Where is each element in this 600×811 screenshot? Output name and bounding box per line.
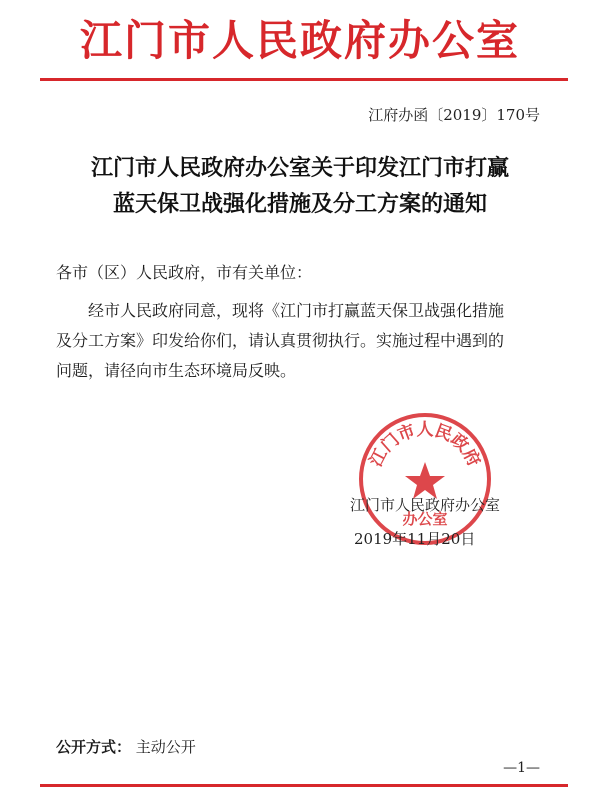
disclosure-label: 公开方式： (56, 738, 132, 756)
document-title-line: 蓝天保卫战强化措施及分工方案的通知 (112, 191, 487, 217)
disclosure-method (56, 736, 196, 757)
document-title-line: 江门市人民政府办公室关于印发江门市打赢 (90, 155, 509, 181)
signing-authority: 江门市人民政府办公室 (350, 496, 501, 514)
body-line: 及分工方案》印发给你们，请认真贯彻执行。实施过程中遇到的 (56, 331, 505, 350)
disclosure-value: 主动公开 (135, 738, 196, 756)
footer-red-rule (40, 784, 568, 787)
recipient-line: 各市（区）人民政府，市有关单位： (56, 263, 313, 282)
document-number: 江府办函〔2019〕170号 (368, 106, 540, 124)
issuing-authority-title: 江门市人民政府办公室 (79, 16, 520, 65)
document-body (56, 296, 556, 386)
body-line: 问题，请径向市生态环境局反映。 (56, 361, 297, 380)
document-title (40, 150, 560, 222)
svg-text:办公室: 办公室 (402, 510, 448, 528)
header-red-rule (40, 78, 568, 81)
svg-text:江门市人民政府: 江门市人民政府 (366, 420, 484, 471)
body-line: 经市人民政府同意，现将《江门市打赢蓝天保卫战强化措施 (88, 301, 505, 320)
signing-date: 2019年11月20日 (354, 530, 476, 548)
page-number: —1— (503, 760, 540, 776)
